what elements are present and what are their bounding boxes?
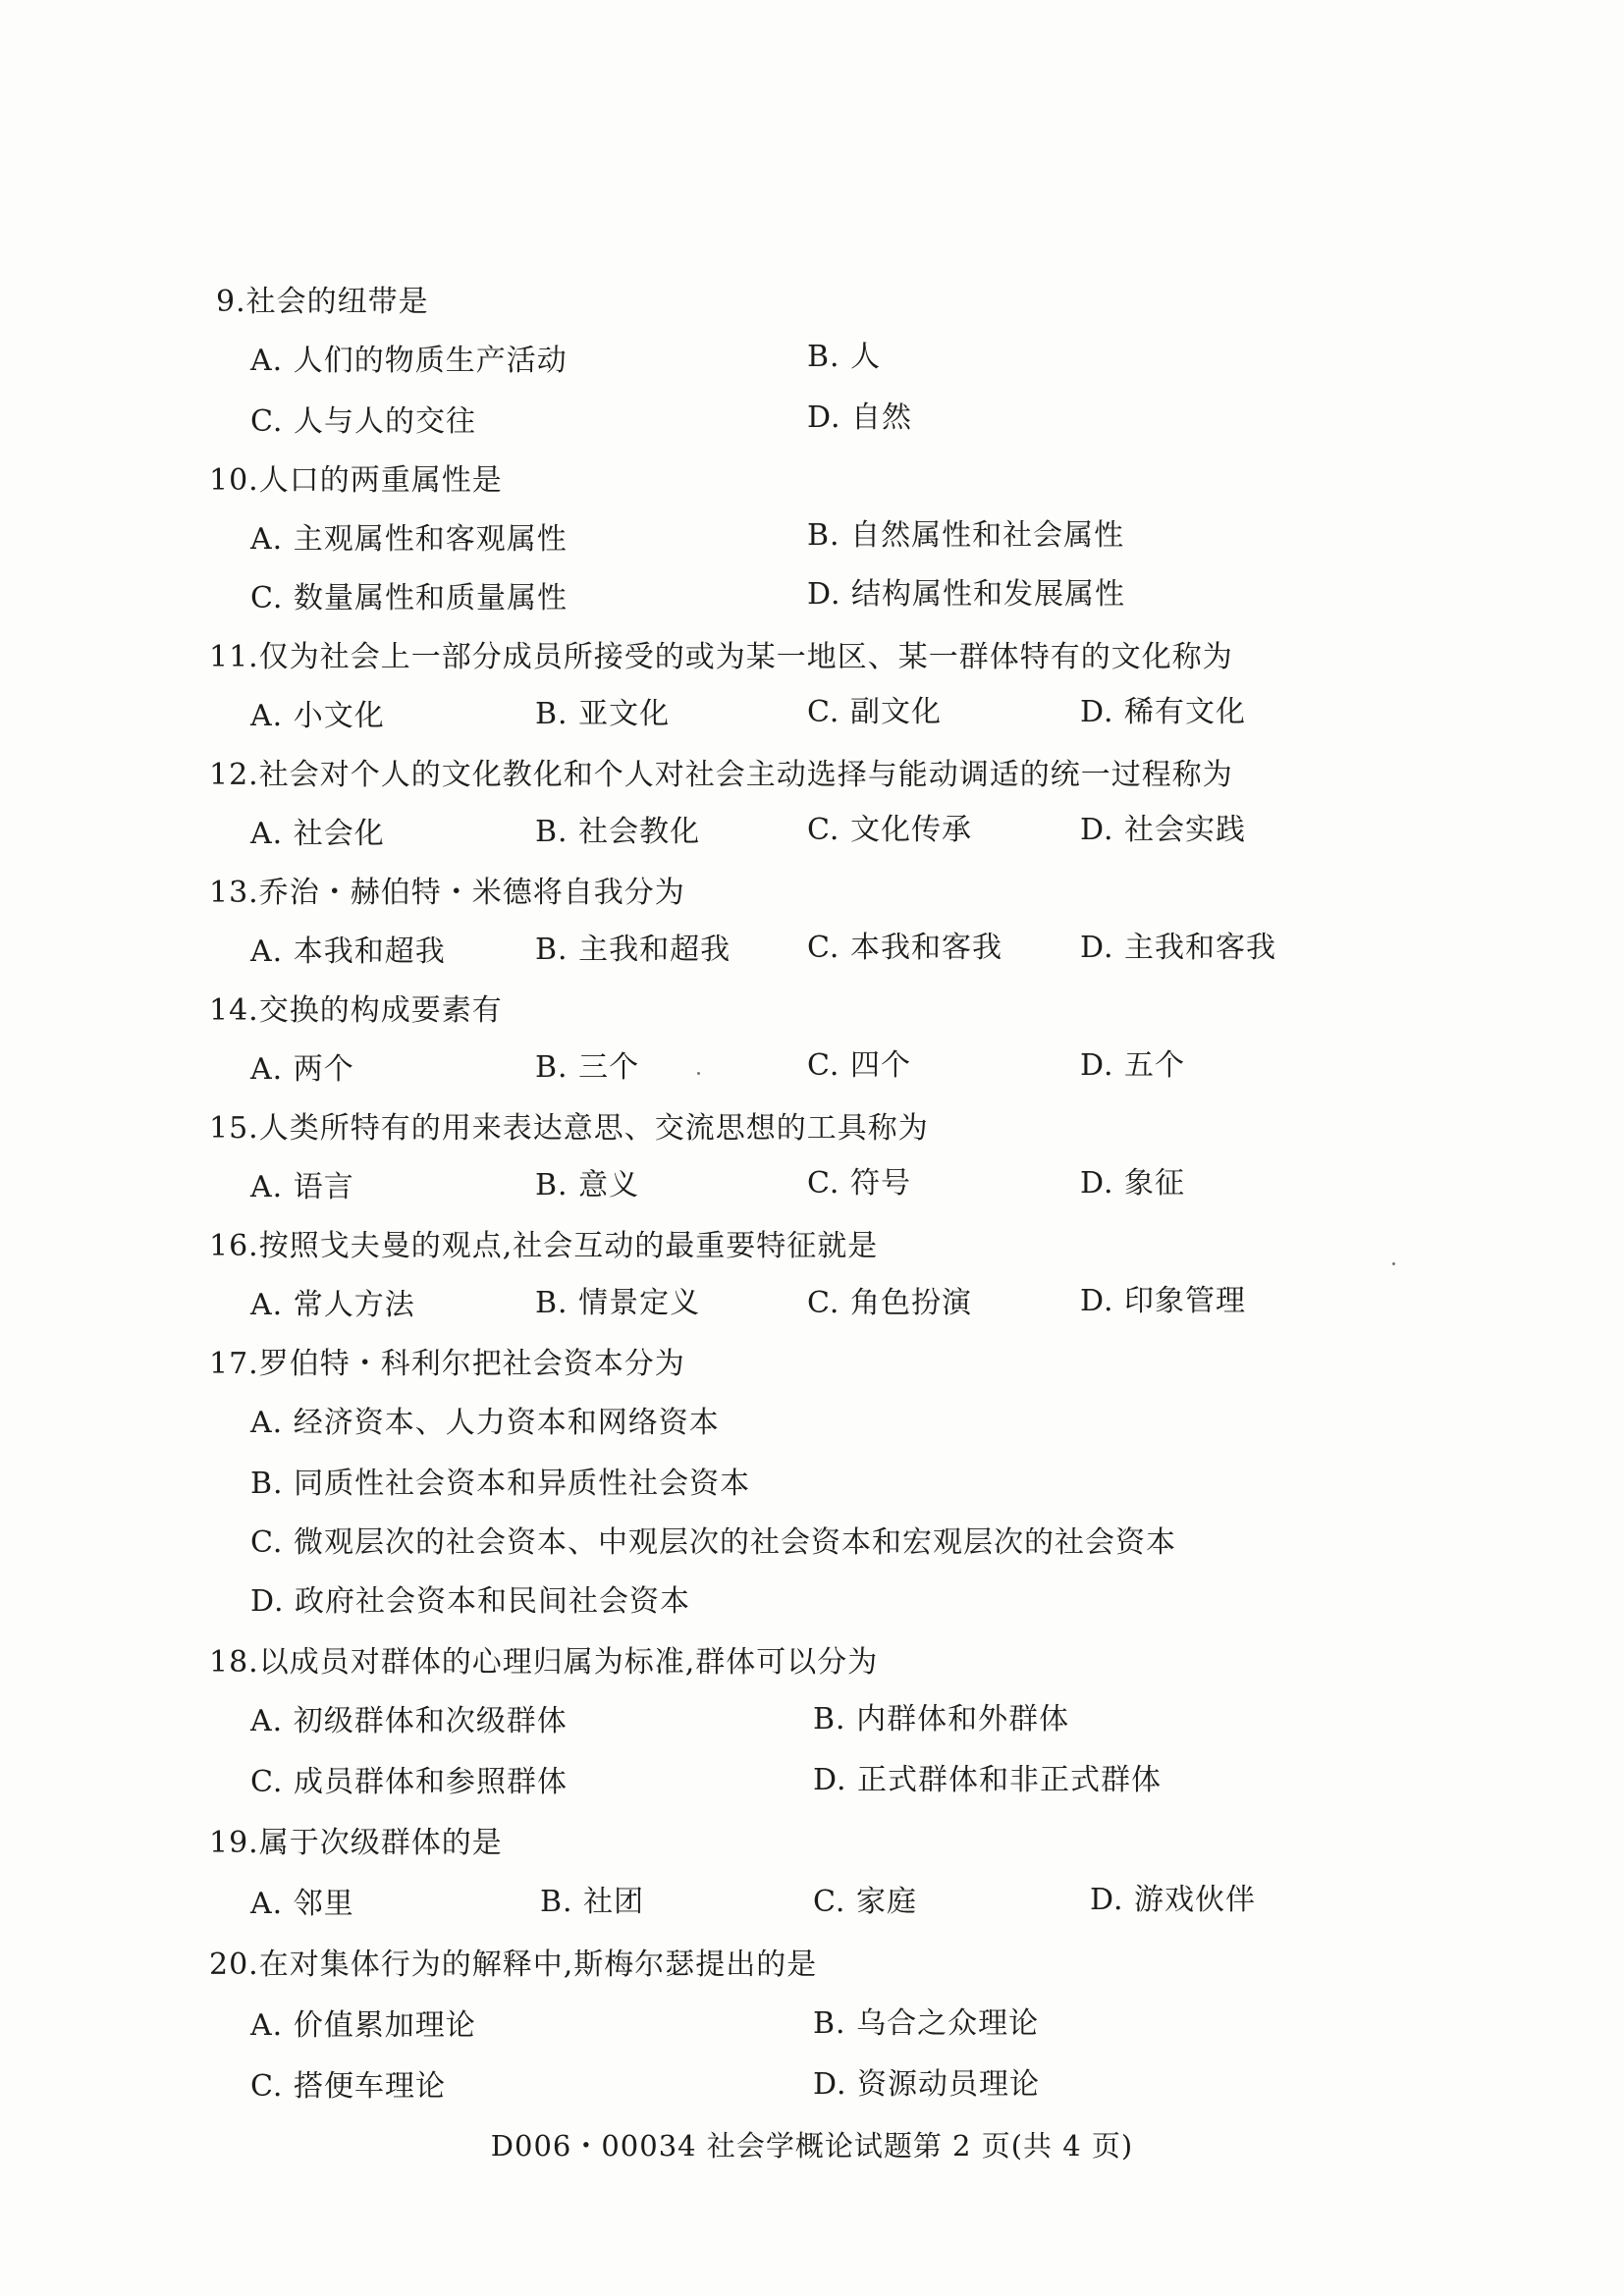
option: C. 搭便车理论 <box>250 2069 446 2104</box>
question-stem: 14.交换的构成要素有 <box>209 993 503 1028</box>
option: A. 主观属性和客观属性 <box>250 522 568 557</box>
option: A. 社会化 <box>250 817 385 851</box>
question-stem: 13.乔治・赫伯特・米德将自我分为 <box>209 876 685 910</box>
question-stem: 19.属于次级群体的是 <box>209 1826 503 1860</box>
option: A. 常人方法 <box>250 1288 415 1322</box>
option: C. 微观层次的社会资本、中观层次的社会资本和宏观层次的社会资本 <box>250 1525 1176 1560</box>
question-stem: 16.按照戈夫曼的观点,社会互动的最重要特征就是 <box>209 1229 879 1263</box>
scan-speck <box>1392 1262 1395 1265</box>
option: C. 人与人的交往 <box>250 404 476 439</box>
option: B. 情景定义 <box>535 1286 701 1320</box>
option: B. 自然属性和社会属性 <box>807 518 1125 553</box>
option: C. 家庭 <box>813 1885 917 1919</box>
option: B. 三个 <box>535 1050 640 1085</box>
option: A. 初级群体和次级群体 <box>250 1704 568 1738</box>
question-stem: 18.以成员对群体的心理归属为标准,群体可以分为 <box>209 1645 879 1680</box>
option: A. 语言 <box>250 1170 354 1204</box>
option: B. 同质性社会资本和异质性社会资本 <box>250 1467 751 1501</box>
option: B. 乌合之众理论 <box>813 2006 1040 2041</box>
option: A. 小文化 <box>250 699 385 733</box>
option: B. 内群体和外群体 <box>813 1702 1070 1736</box>
option: A. 本我和超我 <box>250 934 446 969</box>
option: C. 数量属性和质量属性 <box>250 581 568 615</box>
option: C. 本我和客我 <box>807 931 1002 965</box>
question-stem: 12.社会对个人的文化教化和个人对社会主动选择与能动调适的统一过程称为 <box>209 758 1233 792</box>
option: A. 人们的物质生产活动 <box>250 344 568 378</box>
option: D. 政府社会资本和民间社会资本 <box>250 1584 691 1619</box>
option: C. 符号 <box>807 1166 911 1201</box>
option: B. 亚文化 <box>535 697 671 731</box>
page-footer: D006・00034 社会学概论试题第 2 页(共 4 页) <box>490 2129 1134 2163</box>
option: D. 五个 <box>1080 1048 1186 1083</box>
option: D. 结构属性和发展属性 <box>807 577 1126 612</box>
question-stem: 20.在对集体行为的解释中,斯梅尔瑟提出的是 <box>209 1948 818 1982</box>
question-stem: 10.人口的两重属性是 <box>209 463 503 498</box>
option: A. 邻里 <box>250 1887 354 1921</box>
option: B. 社会教化 <box>535 815 701 849</box>
option: A. 经济资本、人力资本和网络资本 <box>250 1406 720 1440</box>
question-stem: 9.社会的纽带是 <box>216 285 429 319</box>
option: A. 价值累加理论 <box>250 2008 476 2043</box>
option: D. 社会实践 <box>1080 813 1247 847</box>
option: D. 正式群体和非正式群体 <box>813 1763 1163 1797</box>
option: B. 意义 <box>535 1168 640 1202</box>
option: B. 人 <box>807 340 882 374</box>
scan-speck <box>697 1072 700 1075</box>
option: B. 主我和超我 <box>535 933 731 967</box>
option: C. 成员群体和参照群体 <box>250 1765 568 1799</box>
option: C. 副文化 <box>807 695 942 729</box>
option: C. 角色扮演 <box>807 1286 972 1320</box>
option: D. 资源动员理论 <box>813 2067 1041 2102</box>
option: D. 稀有文化 <box>1080 695 1247 729</box>
option: D. 主我和客我 <box>1080 931 1277 965</box>
question-stem: 11.仅为社会上一部分成员所接受的或为某一地区、某一群体特有的文化称为 <box>209 640 1233 674</box>
option: D. 印象管理 <box>1080 1284 1247 1318</box>
question-stem: 15.人类所特有的用来表达意思、交流思想的工具称为 <box>209 1111 929 1146</box>
option: C. 文化传承 <box>807 813 972 847</box>
question-stem: 17.罗伯特・科利尔把社会资本分为 <box>209 1347 685 1381</box>
option: C. 四个 <box>807 1048 911 1083</box>
option: A. 两个 <box>250 1052 354 1087</box>
option: B. 社团 <box>540 1885 645 1919</box>
option: D. 象征 <box>1080 1166 1186 1201</box>
option: D. 游戏伙伴 <box>1090 1883 1257 1917</box>
option: D. 自然 <box>807 400 913 435</box>
